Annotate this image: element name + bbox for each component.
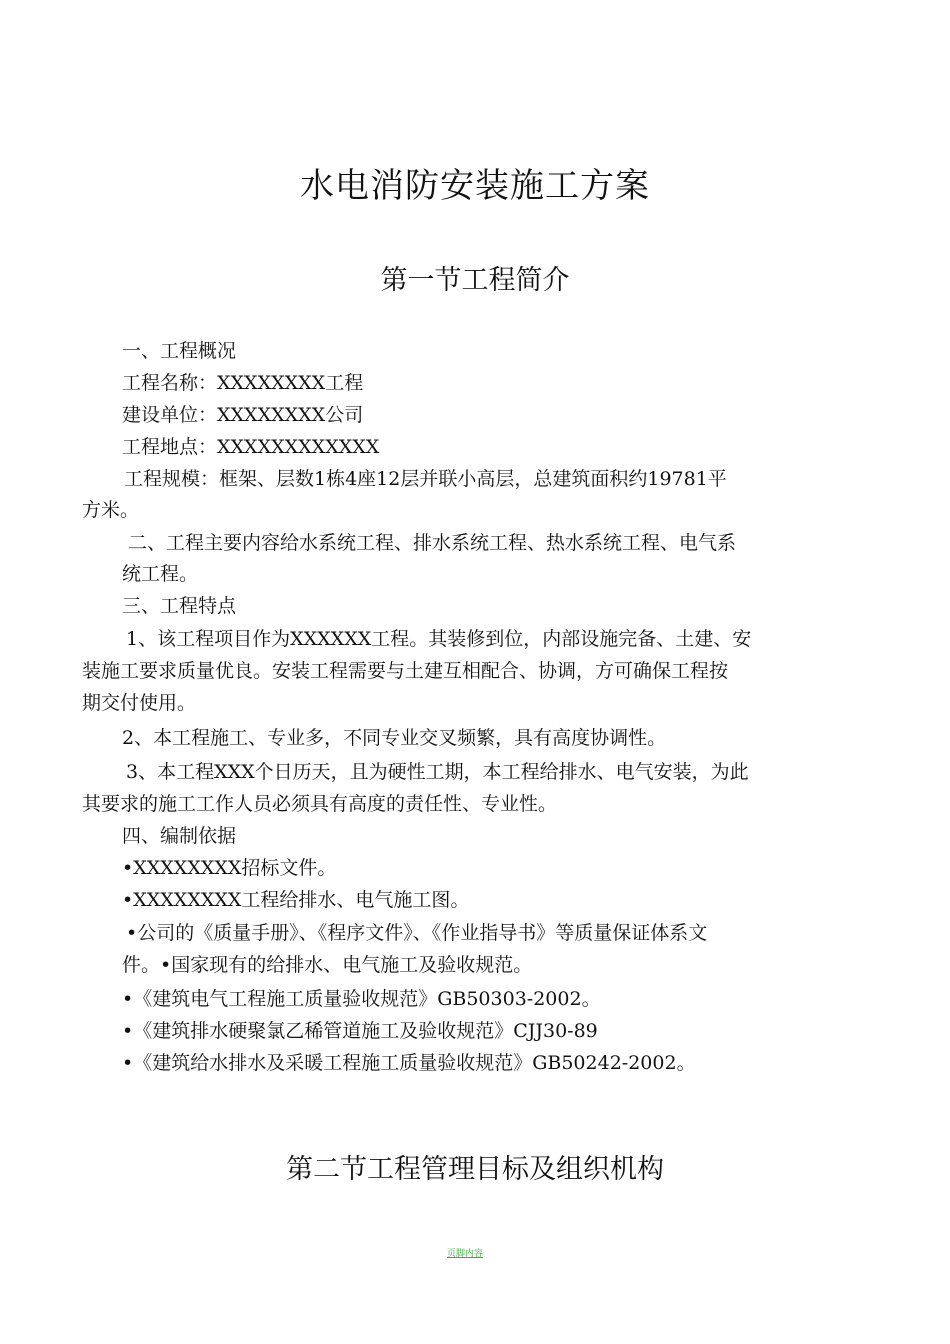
client-line: 建设单位：XXXXXXXX公司	[122, 404, 364, 426]
location-line: 工程地点：XXXXXXXXXXXX	[122, 436, 380, 458]
feature-3-line: 3、本工程XXX个日历天，且为硬性工期，本工程给排水、电气安装，为此	[126, 761, 749, 783]
main-content-line-cont: 统工程。	[122, 563, 199, 585]
main-content-line: 二、工程主要内容给水系统工程、排水系统工程、热水系统工程、电气系	[128, 532, 737, 554]
feature-1-line: 1、该工程项目作为XXXXXX工程。其装修到位，内部设施完备、土建、安	[126, 628, 752, 650]
basis-item-4: •《建筑电气工程施工质量验收规范》GB50303-2002。	[122, 988, 601, 1010]
section-heading-2: 第二节工程管理目标及组织机构	[286, 1154, 664, 1185]
section-heading-1: 第一节工程简介	[380, 265, 570, 296]
document-title: 水电消防安装施工方案	[300, 166, 650, 206]
project-name-line: 工程名称：XXXXXXXX工程	[122, 372, 364, 394]
heading-features: 三、工程特点	[122, 595, 237, 617]
basis-item-6: •《建筑给水排水及采暖工程施工质量验收规范》GB50242-2002。	[122, 1052, 696, 1074]
feature-1-line-cont: 装施工要求质量优良。安装工程需要与土建互相配合、协调，方可确保工程按	[82, 660, 729, 682]
page-footer: 页脚内容	[447, 1249, 484, 1259]
basis-item-1: •XXXXXXXX招标文件。	[122, 857, 337, 879]
feature-2-line: 2、本工程施工、专业多，不同专业交叉频繁，具有高度协调性。	[122, 727, 667, 749]
basis-item-5: •《建筑排水硬聚氯乙稀管道施工及验收规范》CJJ30-89	[122, 1020, 598, 1042]
feature-3-line-cont: 其要求的施工工作人员必须具有高度的责任性、专业性。	[82, 793, 558, 815]
basis-item-3-cont: 件。•国家现有的给排水、电气施工及验收规范。	[122, 954, 533, 976]
heading-basis: 四、编制依据	[122, 825, 237, 847]
feature-1-line-end: 期交付使用。	[82, 692, 197, 714]
heading-project-overview: 一、工程概况	[122, 340, 237, 362]
scale-line-cont: 方米。	[82, 499, 140, 521]
basis-item-2: •XXXXXXXX工程给排水、电气施工图。	[122, 889, 470, 911]
scale-line: 工程规模：框架、层数1栋4座12层并联小高层，总建筑面积约19781平	[124, 468, 727, 490]
basis-item-3: •公司的《质量手册》、《程序文件》、《作业指导书》等质量保证体系文	[126, 922, 708, 944]
